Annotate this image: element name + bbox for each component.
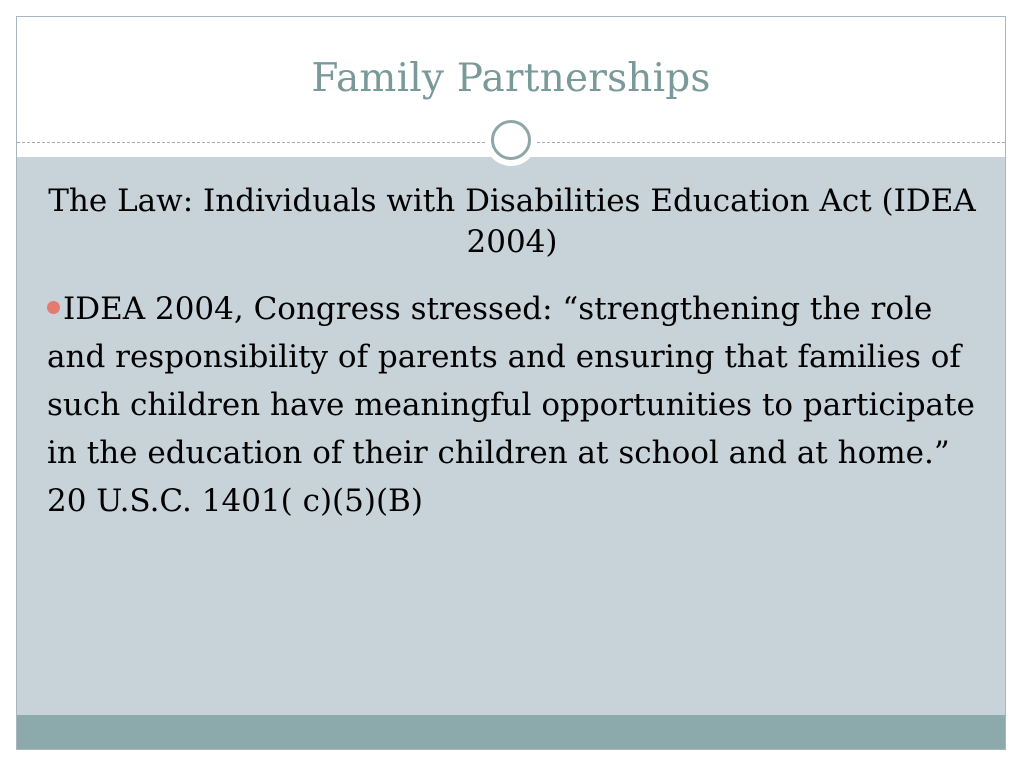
circle-ornament: [485, 114, 537, 166]
bullet-list: [47, 285, 977, 525]
slide: [16, 16, 1006, 750]
slide-subtitle: The Law: Individuals with Disabilities Education Act (IDEA 2004): [48, 183, 976, 260]
footer-band: [17, 715, 1005, 749]
slide-title: Family Partnerships: [311, 56, 711, 101]
bullet-text: IDEA 2004, Congress stressed: “strengthening the role and responsibility of parents and ensuring that families of such children have meaningful opportunities to participate in the education of their children at school and at home.” 20 U.S.C. 1401( c)(5)(B): [47, 291, 975, 519]
circle-ring-icon: [491, 120, 531, 160]
list-item: [47, 285, 977, 525]
round-bullet-icon: [47, 301, 60, 314]
